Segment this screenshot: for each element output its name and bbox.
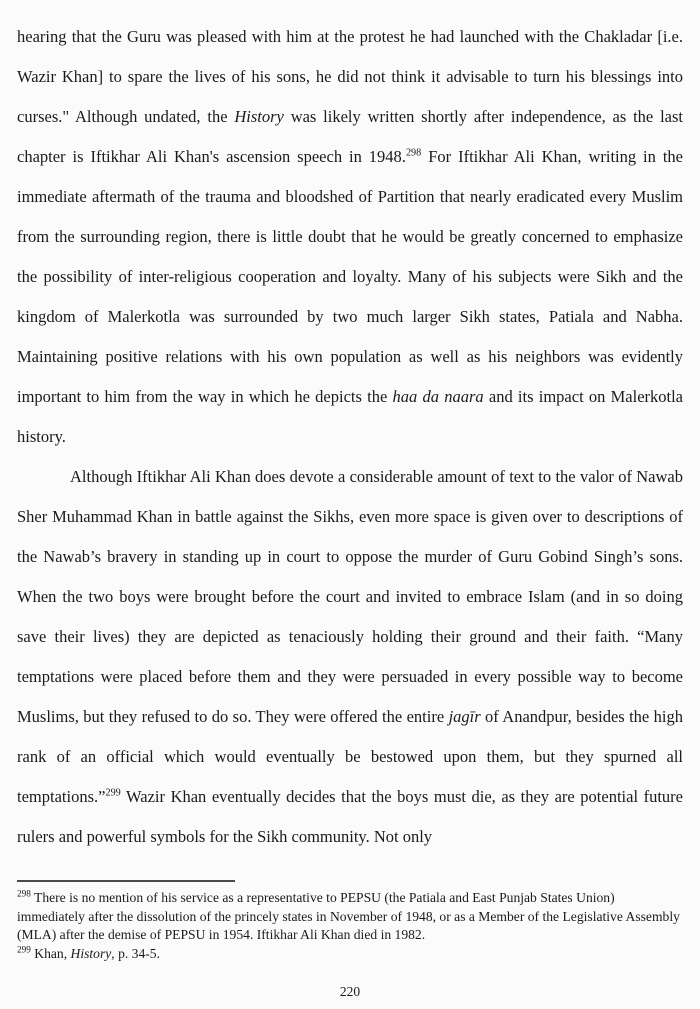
italic-history-title: History (234, 107, 284, 126)
footnote-ref-298: 298 (405, 147, 422, 159)
text-run: was likely written shortly after independence, as the last chapter is Iftikhar Ali Khan's ascension speech in 1948. (17, 107, 683, 166)
italic-jagir: jagīr (448, 707, 481, 726)
paragraph-1 (17, 17, 683, 457)
text-run: Although Iftikhar Ali Khan does devote a considerable amount of text to the valor of Nawab Sher Muhammad Khan in battle against the Sikhs, even more space is given over to descriptions of the Nawab’s bravery in standing up in court to oppose the murder of Guru Gobind Singh’s sons. When the two boys were brought before the court and invited to embrace Islam (and in so doing save their lives) they are depicted as tenaciously holding their ground and their faith. “Many temptations were placed before them and they were persuaded in every possible way to become Muslims, but they refused to do so. They were offered the entire (17, 467, 683, 726)
paragraph-2 (17, 457, 683, 857)
footnote-298 (17, 889, 683, 945)
footnote-marker-299: 299 (17, 944, 31, 955)
body-text (17, 17, 683, 857)
footnote-299 (17, 945, 683, 964)
footnote-text: , p. 34-5. (111, 945, 160, 961)
text-run: hearing that the Guru was pleased with him at the protest he had launched with the Chakladar [i.e. Wazir Khan] to spare the lives of his sons, he did not think it advisable to turn his blessings into curses." Although undated, the (17, 27, 683, 126)
italic-haa-da-naara: haa da naara (392, 387, 484, 406)
text-run: Wazir Khan eventually decides that the boys must die, as they are potential future rulers and powerful symbols for the Sikh community. Not only (17, 787, 683, 846)
footnote-text: Khan, (30, 945, 71, 961)
text-run: For Iftikhar Ali Khan, writing in the immediate aftermath of the trauma and bloodshed of Partition that nearly eradicated every Muslim from the surrounding region, there is little doubt that he would be greatly concerned to emphasize the possibility of inter-religious cooperation and loyalty. Many of his subjects were Sikh and the kingdom of Malerkotla was surrounded by two much larger Sikh states, Patiala and Nabha. Maintaining positive relations with his own population as well as his neighbors was evidently important to him from the way in which he depicts the (17, 147, 683, 406)
text-run: and its impact on Malerkotla history. (17, 387, 683, 446)
footnotes-section (17, 880, 683, 963)
footnote-ref-299: 299 (105, 787, 121, 799)
text-run: of Anandpur, besides the high rank of an official which would eventually be bestowed upon them, but they spurned all temptations.” (17, 707, 683, 806)
italic-history-title: History (70, 945, 112, 961)
footnote-marker-298: 298 (17, 888, 31, 899)
page-number: 220 (339, 984, 361, 999)
footnote-text: There is no mention of his service as a representative to PEPSU (the Patiala and East Punjab States Union) immediately after the dissolution of the princely states in November of 1948, or as a Member of the Legislative Assembly (MLA) after the demise of PEPSU in 1954. Iftikhar Ali Khan died in 1982. (17, 890, 680, 943)
footnote-separator (17, 880, 235, 882)
